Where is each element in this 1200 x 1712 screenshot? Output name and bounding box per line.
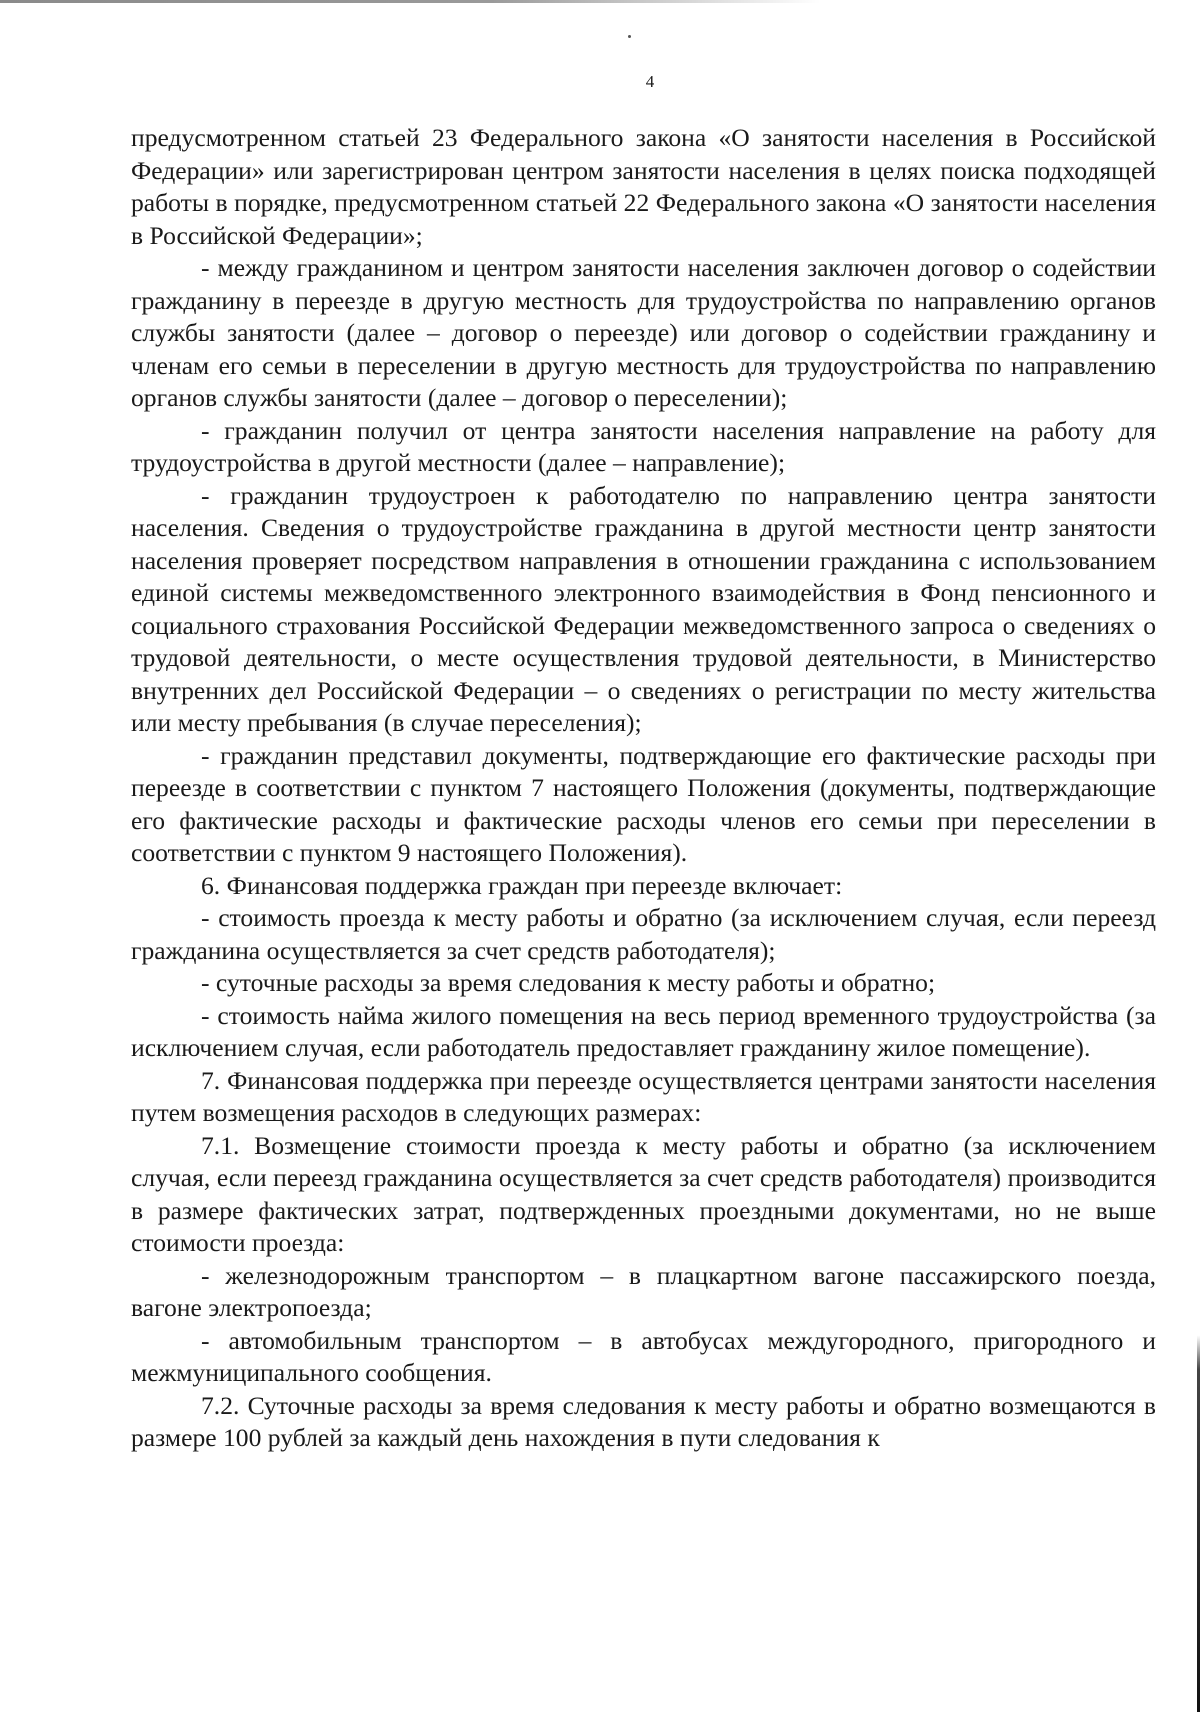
paragraph-item-7: 7. Финансовая поддержка при переезде осуществляется центрами занятости населения путем возмещения расходов в следующих размерах:	[131, 1065, 1156, 1127]
paragraph-automobile: - автомобильным транспортом – в автобусах междугородного, пригородного и межмуниципального сообщения.	[131, 1325, 1156, 1387]
paragraph-condition-referral: - гражданин получил от центра занятости населения направление на работу для трудоустройства в другой местности (далее – направление);	[131, 415, 1156, 477]
scan-top-edge	[0, 0, 820, 3]
paragraph-item-6: 6. Финансовая поддержка граждан при переезде включает:	[201, 870, 843, 900]
paragraph-continuation: предусмотренном статьей 23 Федерального закона «О занятости населения в Российской Федерации» или зарегистрирован центром занятости населения в целях поиска подходящей работы в порядке, предусмотренном статьей 22 Федерального закона «О занятости населения в Российской Федерации»;	[131, 123, 1156, 250]
scan-speck	[628, 35, 631, 38]
paragraph-daily-expenses: - суточные расходы за время следования к месту работы и обратно;	[201, 968, 936, 997]
paragraph-travel-cost: - стоимость проезда к месту работы и обратно (за исключением случая, если переезд гражданина осуществляется за счет средств работодателя);	[131, 903, 1156, 965]
paragraph-item-7-2: 7.2. Суточные расходы за время следования к месту работы и обратно возмещаются в размере 100 рублей за каждый день нахождения в пути следования к	[131, 1390, 1156, 1452]
paragraph-condition-documents: - гражданин представил документы, подтверждающие его фактические расходы при переезде в соответствии с пунктом 7 настоящего Положения (документы, подтверждающие его фактические расходы и фактические расходы членов его семьи при переселении в соответствии с пунктом 9 настоящего Положения).	[131, 740, 1156, 867]
paragraph-condition-contract: - между гражданином и центром занятости населения заключен договор о содействии гражданину в переезде в другую местность для трудоустройства по направлению органов службы занятости (далее – договор о переезде) или договор о содействии гражданину и членам его семьи в переселении в другую местность для трудоустройства по направлению органов службы занятости (далее – договор о переселении);	[131, 253, 1156, 412]
page-number: 4	[645, 72, 655, 91]
document-body	[131, 122, 1156, 1455]
paragraph-condition-employed: - гражданин трудоустроен к работодателю по направлению центра занятости населения. Сведения о трудоустройстве гражданина в другой местности центр занятости населения проверяет посредством направления в отношении гражданина с использованием единой системы межведомственного электронного взаимодействия в Фонд пенсионного и социального страхования Российской Федерации межведомственного запроса о сведениях о трудовой деятельности, о месте осуществления трудовой деятельности, в Министерство внутренних дел Российской Федерации – о сведениях о регистрации по месту жительства или месту пребывания (в случае переселения);	[131, 480, 1156, 737]
paragraph-housing-cost: - стоимость найма жилого помещения на весь период временного трудоустройства (за исключением случая, если работодатель предоставляет гражданину жилое помещение).	[131, 1000, 1156, 1062]
paragraph-railway: - железнодорожным транспортом – в плацкартном вагоне пассажирского поезда, вагоне электропоезда;	[131, 1260, 1156, 1322]
paragraph-item-7-1: 7.1. Возмещение стоимости проезда к месту работы и обратно (за исключением случая, если переезд гражданина осуществляется за счет средств работодателя) производится в размере фактических затрат, подтвержденных проездными документами, но не выше стоимости проезда:	[131, 1130, 1156, 1257]
